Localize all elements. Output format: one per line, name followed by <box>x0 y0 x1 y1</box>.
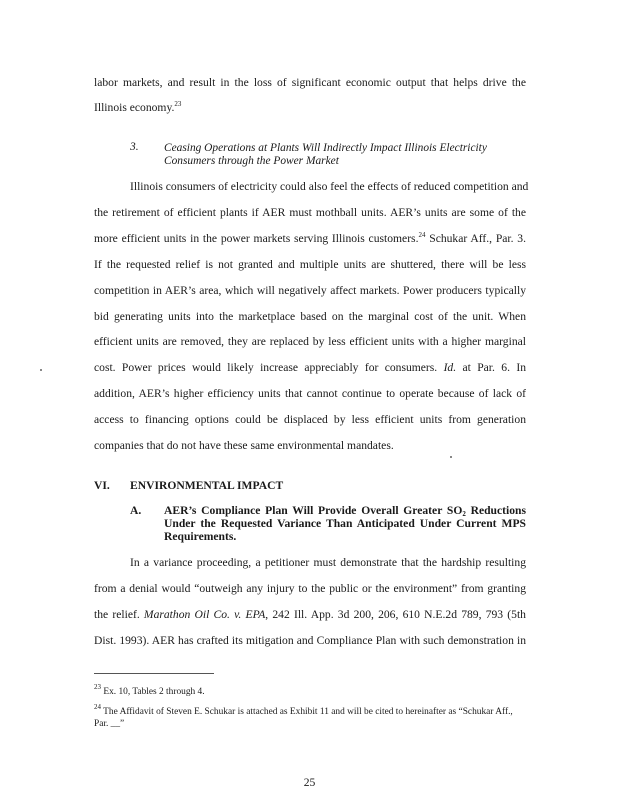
body-line: Illinois consumers of electricity could also feel the effects of reduced competition and <box>130 180 529 193</box>
heading-text: AER’s Compliance Plan Will Provide Overall Greater SO <box>164 504 463 517</box>
subsection-number: 3. <box>130 141 139 153</box>
body-line: In a variance proceeding, a petitioner must demonstrate that the hardship resulting <box>130 556 526 569</box>
footnote-ref: 24 <box>418 231 426 239</box>
subsection-heading <box>164 504 526 517</box>
body-line <box>94 232 526 246</box>
body-line: labor markets, and result in the loss of significant economic output that helps drive the <box>94 76 526 89</box>
body-line <box>94 608 526 622</box>
body-line: from a denial would “outweigh any injury to the public or the environment” from granting <box>94 582 526 595</box>
body-text: at Par. 6. In <box>456 361 526 374</box>
subsection-letter: A. <box>130 504 142 517</box>
subsection-heading: Requirements. <box>164 530 237 543</box>
footnote-24 <box>94 703 513 718</box>
footnote-text: Ex. 10, Tables 2 through 4. <box>101 687 205 697</box>
body-line: Dist. 1993). AER has crafted its mitigation and Compliance Plan with such demonstration in <box>94 634 526 647</box>
body-text: cost. Power prices would likely increase appreciably for consumers. <box>94 361 444 374</box>
body-text: Schukar Aff., Par. 3. <box>425 232 526 245</box>
body-line: If the requested relief is not granted and multiple units are shuttered, there will be less <box>94 258 526 271</box>
body-text: the relief. <box>94 608 144 621</box>
page-number: 25 <box>303 776 316 789</box>
subsection-heading: Under the Requested Variance Than Anticipated Under Current MPS <box>164 517 526 530</box>
subsection-heading: Ceasing Operations at Plants Will Indirectly Impact Illinois Electricity <box>164 142 487 154</box>
footnote-text: The Affidavit of Steven E. Schukar is attached as Exhibit 11 and will be cited to hereinafter as “Schukar Aff., <box>101 707 513 717</box>
body-line <box>94 361 526 375</box>
scan-speck <box>450 456 452 458</box>
body-text: more efficient units in the power markets serving Illinois customers. <box>94 232 419 245</box>
body-line: the retirement of efficient plants if AER must mothball units. AER’s units are some of the <box>94 206 526 219</box>
section-title: ENVIRONMENTAL IMPACT <box>130 479 284 492</box>
body-line: efficient units are removed, they are replaced by less efficient units with a higher marginal <box>94 335 526 348</box>
footnote-ref: 23 <box>174 100 182 108</box>
subsection-heading: Consumers through the Power Market <box>164 155 339 167</box>
body-line: competition in AER’s area, which will negatively affect markets. Power producers typically <box>94 284 526 297</box>
body-line: addition, AER’s higher efficiency units that cannot continue to operate because of lack of <box>94 387 526 400</box>
body-text: , 242 Ill. App. 3d 200, 206, 610 N.E.2d 789, 793 (5th <box>265 608 526 621</box>
subscript: 2 <box>462 510 466 518</box>
citation: Id. <box>443 361 457 374</box>
section-number: VI. <box>94 479 110 492</box>
body-text: Illinois economy. <box>94 101 175 114</box>
footnote-23 <box>94 683 205 698</box>
footnote-number: 23 <box>94 683 101 691</box>
scan-speck <box>40 369 42 371</box>
footnote-number: 24 <box>94 703 101 711</box>
body-line: companies that do not have these same environmental mandates. <box>94 439 394 452</box>
footnote-24-cont: Par. __” <box>94 719 125 729</box>
body-line: access to financing options could be displaced by less efficient units from generation <box>94 413 526 426</box>
footnote-separator <box>94 673 214 674</box>
body-line: bid generating units into the marketplace based on the marginal cost of the unit. When <box>94 310 526 323</box>
body-line <box>94 101 526 115</box>
heading-text: Reductions <box>465 504 526 517</box>
case-citation: Marathon Oil Co. v. EPA <box>143 608 266 621</box>
